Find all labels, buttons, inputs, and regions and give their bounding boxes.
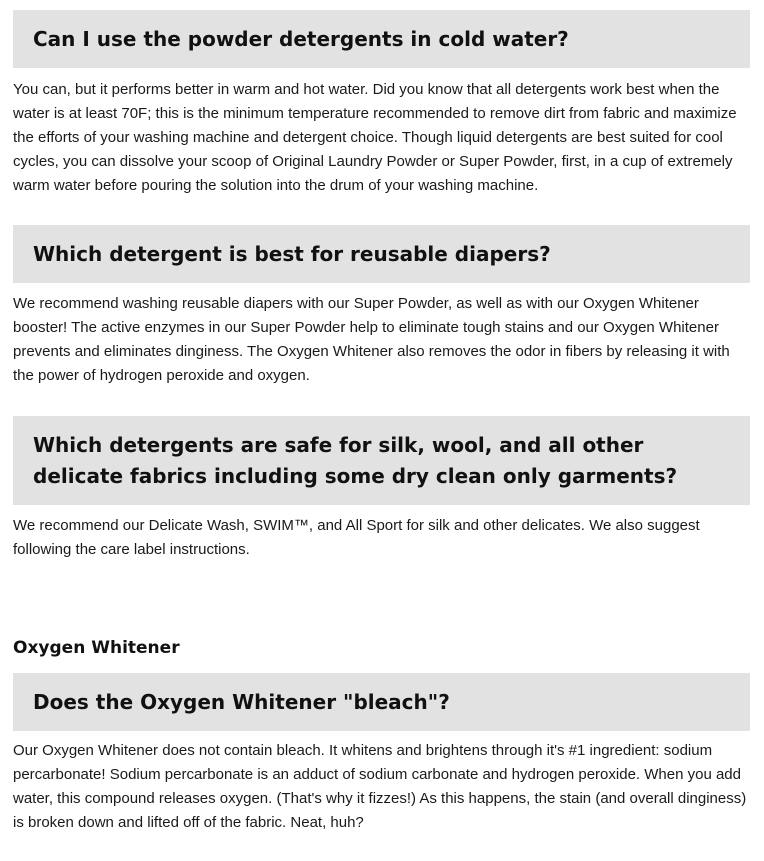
faq-question-reusable-diapers[interactable]: Which detergent is best for reusable diapers? xyxy=(13,225,750,283)
faq-answer-cold-water: You can, but it performs better in warm and hot water. Did you know that all detergents work best when the water is at least 70F; this is the minimum temperature recommended to remove dirt from fabric and maximize the efforts of your washing machine and detergent choice. Though liquid detergents are best suited for cool cycles, you can dissolve your scoop of Original Laundry Powder or Super Powder, first, in a cup of extremely warm water before pouring the solution into the drum of your washing machine. xyxy=(13,81,737,194)
faq-answer-oxygen-bleach: Our Oxygen Whitener does not contain bleach. It whitens and brightens through it's #1 ingredient: sodium percarbonate! Sodium percarbonate is an adduct of sodium carbonate and hydrogen peroxide. When you add water, this compound releases oxygen. (That's why it fizzes!) As this happens, the stain (and overall dinginess) is broken down and lifted off of the fabric. Neat, huh? xyxy=(13,742,747,831)
faq-question-delicate-fabrics[interactable]: Which detergents are safe for silk, wool, and all other delicate fabrics including some dry clean only garments? xyxy=(13,416,750,505)
section-heading-oxygen-whitener: Oxygen Whitener xyxy=(13,638,180,658)
faq-question-cold-water[interactable]: Can I use the powder detergents in cold water? xyxy=(13,10,750,68)
faq-question-oxygen-bleach[interactable]: Does the Oxygen Whitener "bleach"? xyxy=(13,673,750,731)
faq-answer-delicate-fabrics: We recommend our Delicate Wash, SWIM™, and All Sport for silk and other delicates. We also suggest following the care label instructions. xyxy=(13,517,700,558)
faq-answer-reusable-diapers: We recommend washing reusable diapers with our Super Powder, as well as with our Oxygen Whitener booster! The active enzymes in our Super Powder help to eliminate tough stains and our Oxygen Whitener prevents and eliminates dinginess. The Oxygen Whitener also removes the odor in fibers by releasing it with the power of hydrogen peroxide and oxygen. xyxy=(13,295,730,384)
